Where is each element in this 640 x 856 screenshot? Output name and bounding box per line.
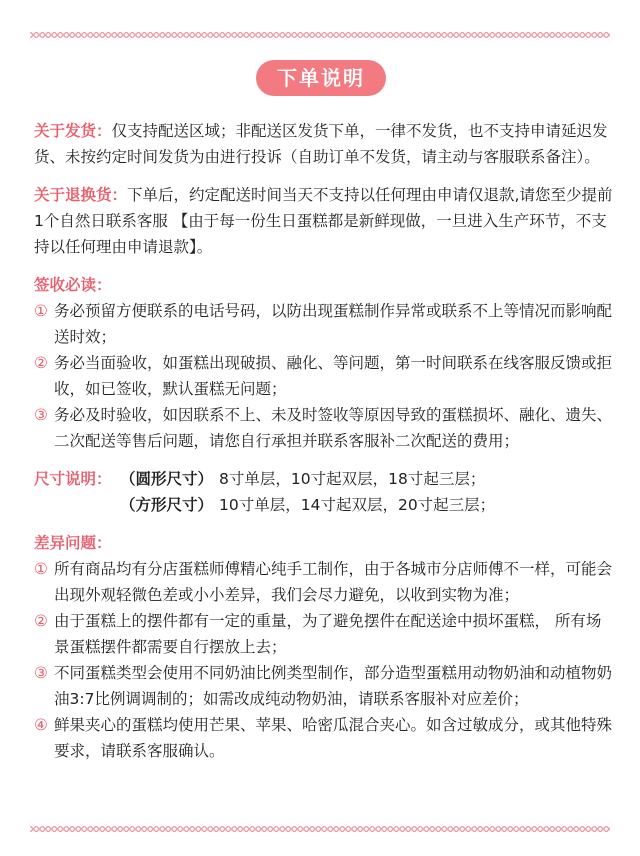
item-number: ② bbox=[34, 354, 48, 372]
item-number: ① bbox=[34, 302, 48, 320]
item-number: ④ bbox=[34, 716, 48, 734]
item-text: 所有商品均有分店蛋糕师傅精心纯手工制作，由于各城市分店师傅不一样，可能会出现外观轻微色差或小小差异，我们会尽力避免，以收到实物为准； bbox=[54, 560, 613, 604]
refund-text: 下单后，约定配送时间当天不支持以任何理由申请仅退款,请您至少提前1个自然日联系客服 【由于每一份生日蛋糕都是新鲜现做，一旦进入生产环节，不支持以任何理由申请退款】。 bbox=[34, 186, 613, 256]
size-section bbox=[34, 466, 616, 518]
list-item bbox=[34, 608, 616, 660]
list-item bbox=[34, 298, 616, 350]
receipt-section bbox=[34, 272, 616, 454]
size-shape: （方形尺寸） bbox=[120, 496, 214, 514]
item-number: ① bbox=[34, 560, 48, 578]
bottom-divider bbox=[30, 826, 610, 832]
item-text: 务必预留方便联系的电话号码，以防出现蛋糕制作异常或联系不上等情况而影响配送时效； bbox=[54, 302, 613, 346]
item-text: 务必当面验收，如蛋糕出现破损、融化、等问题，第一时间联系在线客服反馈或拒收，如已签收，默认蛋糕无问题； bbox=[54, 354, 613, 398]
item-number: ③ bbox=[34, 406, 48, 424]
differences-title: 差异问题： bbox=[34, 534, 112, 552]
list-item bbox=[34, 556, 616, 608]
size-label: 尺寸说明： bbox=[34, 470, 112, 488]
refund-label: 关于退换货： bbox=[34, 186, 128, 204]
page-title: 下单说明 bbox=[256, 60, 386, 96]
size-text: 10寸单层，14寸起双层，20寸起三层； bbox=[219, 496, 496, 514]
order-notes bbox=[34, 118, 616, 776]
list-item bbox=[34, 350, 616, 402]
item-number: ③ bbox=[34, 664, 48, 682]
item-number: ② bbox=[34, 612, 48, 630]
shipping-section bbox=[34, 118, 616, 170]
top-divider bbox=[30, 32, 610, 38]
size-row-square bbox=[34, 492, 616, 518]
list-item bbox=[34, 402, 616, 454]
differences-section bbox=[34, 530, 616, 764]
size-row-round bbox=[34, 466, 616, 492]
item-text: 由于蛋糕上的摆件都有一定的重量，为了避免摆件在配送途中损坏蛋糕， 所有场景蛋糕摆件都需要自行摆放上去； bbox=[54, 612, 602, 656]
shipping-text: 仅支持配送区域；非配送区发货下单，一律不发货，也不支持申请延迟发货、未按约定时间发货为由进行投诉（自助订单不发货，请主动与客服联系备注）。 bbox=[34, 122, 608, 166]
refund-section bbox=[34, 182, 616, 260]
receipt-title: 签收必读： bbox=[34, 276, 112, 294]
item-text: 务必及时验收，如因联系不上、未及时签收等原因导致的蛋糕损坏、融化、遗失、二次配送等售后问题，请您自行承担并联系客服补二次配送的费用； bbox=[54, 406, 613, 450]
size-shape: （圆形尺寸） bbox=[120, 470, 214, 488]
list-item bbox=[34, 660, 616, 712]
item-text: 不同蛋糕类型会使用不同奶油比例类型制作，部分造型蛋糕用动物奶油和动植物奶油3:7比例调调制的；如需改成纯动物奶油，请联系客服补对应差价； bbox=[54, 664, 613, 708]
size-label-spacer bbox=[34, 492, 120, 518]
list-item bbox=[34, 712, 616, 764]
shipping-label: 关于发货： bbox=[34, 122, 112, 140]
item-text: 鲜果夹心的蛋糕均使用芒果、苹果、哈密瓜混合夹心。如含过敏成分，或其他特殊要求，请联系客服确认。 bbox=[54, 716, 613, 760]
size-text: 8寸单层，10寸起双层，18寸起三层； bbox=[219, 470, 486, 488]
